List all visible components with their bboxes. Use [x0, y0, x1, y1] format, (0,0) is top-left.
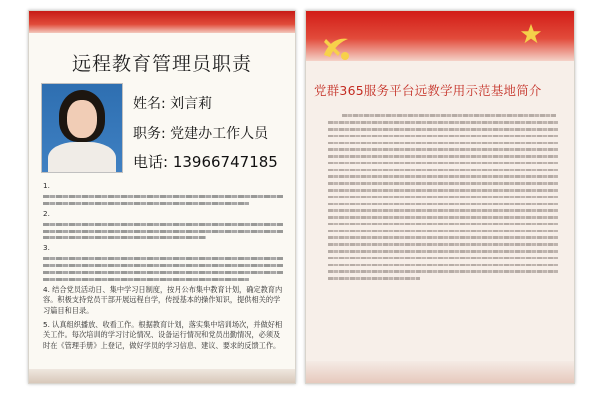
intro-text-line — [328, 155, 558, 158]
right-bottom-band — [306, 361, 574, 383]
star-icon — [520, 23, 542, 45]
duty-item-text-line — [43, 271, 283, 274]
duty-item-text-line — [43, 230, 283, 233]
duty-item-number: 2. — [43, 208, 50, 218]
photo-face — [67, 100, 97, 138]
duty-item-number: 1. — [43, 181, 50, 190]
left-top-band — [29, 11, 295, 33]
right-board-body — [328, 111, 558, 284]
intro-text-line — [342, 114, 556, 117]
staff-name-row — [133, 93, 212, 113]
photo-body — [48, 142, 116, 173]
intro-text-line — [328, 182, 558, 185]
duty-item-text-line — [43, 264, 283, 267]
intro-text-line — [328, 216, 558, 219]
left-board — [28, 10, 296, 384]
duties-list — [43, 181, 283, 355]
intro-text-line — [328, 175, 558, 178]
phone-label: 电话: — [133, 153, 169, 171]
intro-text-line — [328, 243, 558, 246]
duty-item-number: 3. — [43, 243, 50, 253]
intro-text-line — [328, 250, 558, 253]
duty-item-text: 认真组织播放、收看工作。根据教育计划，落实集中培训场次，并做好相关工作。每次培训的学习讨论情况、设备运行情况和党员出勤情况，必须及时在《管理手册》上登记，做好学员的学习信息、建议、要求的反馈工作。 — [43, 320, 283, 350]
intro-text-line — [328, 196, 558, 199]
intro-text-line — [328, 270, 558, 273]
intro-text-line — [328, 277, 420, 280]
intro-text-line — [328, 121, 558, 124]
staff-photo — [41, 83, 123, 173]
role-label: 职务: — [133, 126, 166, 142]
intro-text-line — [328, 236, 558, 239]
staff-role-row — [133, 123, 268, 143]
intro-text-line — [328, 223, 558, 226]
intro-text-line — [328, 128, 558, 131]
intro-text-line — [328, 209, 558, 212]
duty-item-text-line — [43, 223, 283, 226]
duty-item-text-line — [43, 195, 283, 198]
name-label: 姓名: — [133, 96, 166, 112]
duty-item-text-line — [43, 278, 249, 281]
intro-text-line — [328, 162, 558, 165]
intro-text-line — [328, 135, 558, 138]
right-board — [305, 10, 575, 384]
intro-text-line — [328, 148, 558, 151]
phone-value: 13966747185 — [172, 153, 278, 171]
duty-item-text-line — [43, 257, 283, 260]
intro-text-line — [328, 169, 558, 172]
duty-item — [43, 181, 283, 205]
intro-text-line — [328, 257, 558, 260]
left-board-title: 远程教育管理员职责 — [71, 53, 252, 75]
duty-item — [43, 320, 283, 351]
intro-text-line — [328, 203, 558, 206]
staff-phone-row — [133, 151, 278, 172]
duty-item — [43, 209, 283, 240]
intro-text-line — [328, 142, 558, 145]
duty-item-text: 结合党员活动日、集中学习日制度，按月公布集中教育计划，确定教育内容。积极支持党员干部开展远程自学，传授基本的操作知识，提供相关的学习篇目和目录。 — [43, 284, 283, 315]
duty-item-text-line — [43, 202, 249, 205]
duty-item — [43, 285, 283, 316]
right-board-title: 党群365服务平台远教学用示范基地简介 — [314, 83, 542, 98]
intro-text-line — [328, 264, 558, 267]
intro-text-line — [328, 230, 558, 233]
role-value: 党建办工作人员 — [170, 126, 269, 142]
duty-item-number: 5. — [43, 320, 50, 329]
duty-item — [43, 243, 283, 280]
intro-text-line — [328, 189, 558, 192]
name-value: 刘言莉 — [170, 96, 213, 112]
left-bottom-band — [29, 369, 295, 383]
party-emblem-icon — [318, 29, 354, 65]
duty-item-text-line — [43, 236, 206, 239]
duty-item-number: 4. — [43, 284, 50, 294]
